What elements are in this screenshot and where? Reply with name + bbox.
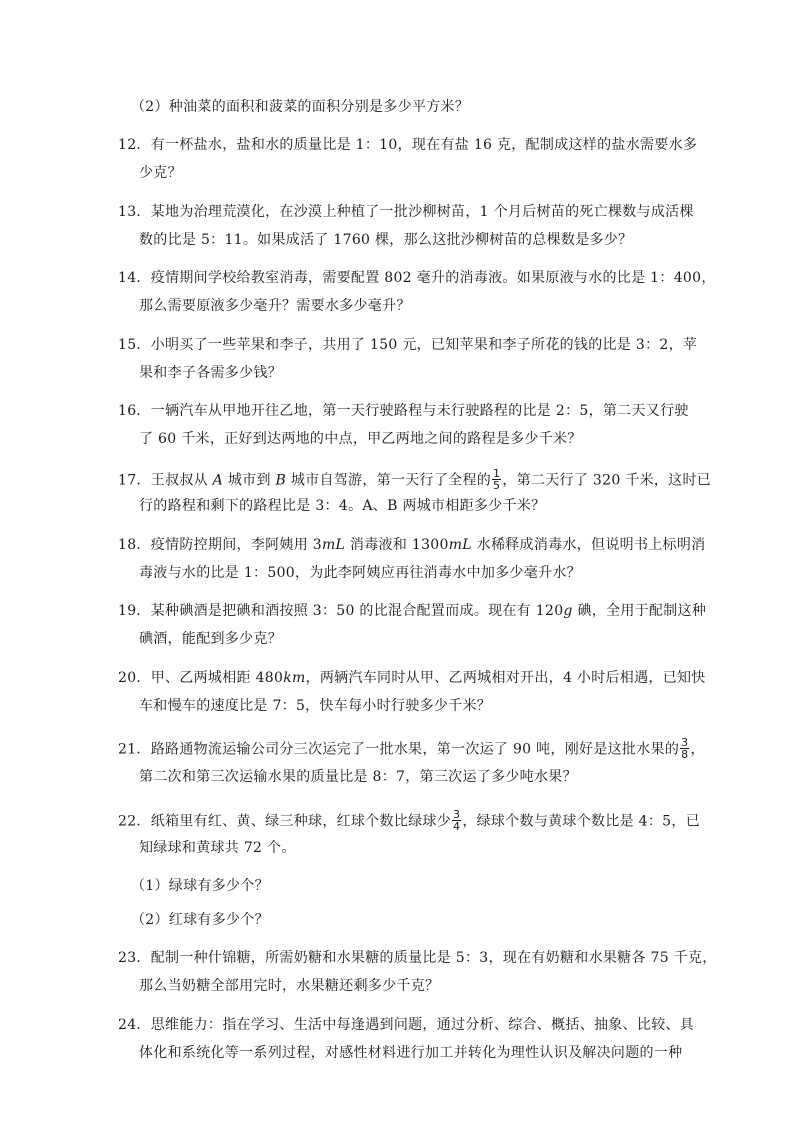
var-b: B	[275, 472, 287, 489]
q22-part1: （1）绿球有多少个？	[131, 878, 269, 894]
q23-line1: 23．配制一种什锦糖，所需奶糖和水果糖的质量比是 5：3，现在有奶糖和水果糖各 75 千克，	[118, 950, 717, 966]
q22-line1: 22．纸箱里有红、黄、绿三种球，红球个数比绿球少 $\frac{3}{4}$ ，绿球个数与黄球个数比是 4：5，已	[118, 808, 700, 833]
q17-line2: 行的路程和剩下的路程比是 3：4。A、B 两城市相距多少千米？	[139, 498, 546, 514]
q21-line1: 21．路路通物流运输公司分三次运完了一批水果，第一次运了 90 吨，刚好是这批水果的 $\frac{3}{8}$ ，	[118, 736, 705, 761]
q15-line1: 15．小明买了一些苹果和李子，共用了 150 元，已知苹果和李子所花的钱的比是 3：2，苹	[118, 337, 698, 353]
q11-part2: （2）种油菜的面积和菠菜的面积分别是多少平方米？	[131, 99, 470, 115]
q12-line1: 12．有一杯盐水，盐和水的质量比是 1：10，现在有盐 16 克，配制成这样的盐水需要水多	[118, 137, 698, 153]
fraction: $\frac{3}{8}$	[681, 736, 689, 761]
q18-line2: 毒液与水的比是 1：500，为此李阿姨应再往消毒水中加多少毫升水？	[139, 565, 581, 581]
q19-line1: 19．某种碘酒是把碘和酒按照 3：50 的比混合配置而成。现在有 120g 碘，全用于配制这种	[118, 603, 707, 619]
q22-part2: （2）红球有多少个？	[131, 912, 269, 928]
q22-line2: 知绿球和黄球共 72 个。	[139, 840, 296, 856]
q23-line2: 那么当奶糖全部用完时，水果糖还剩多少千克？	[139, 978, 440, 994]
q14-line1: 14．疫情期间学校给教室消毒，需要配置 802 毫升的消毒液。如果原液与水的比是 1：400，	[118, 270, 716, 286]
q20-line1: 20．甲、乙两城相距 480km，两辆汽车同时从甲、乙两城相对开出，4 小时后相遇，已知快	[118, 670, 706, 686]
q17-line1: 17．王叔叔从 A 城市到 B 城市自驾游，第一天行了全程的 $\frac{1}{5}$ ，第二天行了 320 千米，这时已	[118, 467, 712, 492]
q18-line1: 18．疫情防控期间，李阿姨用 3mL 消毒液和 1300mL 水稀释成消毒水，但说明书上标明消	[118, 537, 706, 553]
q21-line2: 第二次和第三次运输水果的质量比是 8：7，第三次运了多少吨水果？	[139, 769, 577, 785]
q12-line2: 少克？	[139, 165, 182, 181]
q16-line2: 了 60 千米，正好到达两地的中点，甲乙两地之间的路程是多少千米？	[139, 431, 582, 447]
q24-line1: 24．思维能力：指在学习、生活中每逢遇到问题，通过分析、综合、概括、抽象、比较、具	[118, 1017, 695, 1033]
q13-line1: 13．某地为治理荒漠化，在沙漠上种植了一批沙柳树苗，1 个月后树苗的死亡棵数与成活棵	[118, 204, 694, 220]
fraction: $\frac{1}{5}$	[493, 467, 501, 492]
q20-line2: 车和慢车的速度比是 7：5，快车每小时行驶多少千米？	[139, 698, 492, 714]
q19-line2: 碘酒，能配到多少克？	[139, 631, 282, 647]
q14-line2: 那么需要原液多少毫升？需要水多少毫升？	[139, 298, 411, 314]
q16-line1: 16．一辆汽车从甲地开往乙地，第一天行驶路程与未行驶路程的比是 2：5，第二天又行驶	[118, 403, 689, 419]
q13-line2: 数的比是 5：11。如果成活了 1760 棵，那么这批沙柳树苗的总棵数是多少？	[139, 232, 633, 248]
q24-line2: 体化和系统化等一系列过程，对感性材料进行加工并转化为理性认识及解决问题的一种	[139, 1045, 683, 1061]
fraction: $\frac{3}{4}$	[453, 808, 461, 833]
var-a: A	[212, 472, 224, 489]
q15-line2: 果和李子各需多少钱？	[139, 365, 282, 381]
